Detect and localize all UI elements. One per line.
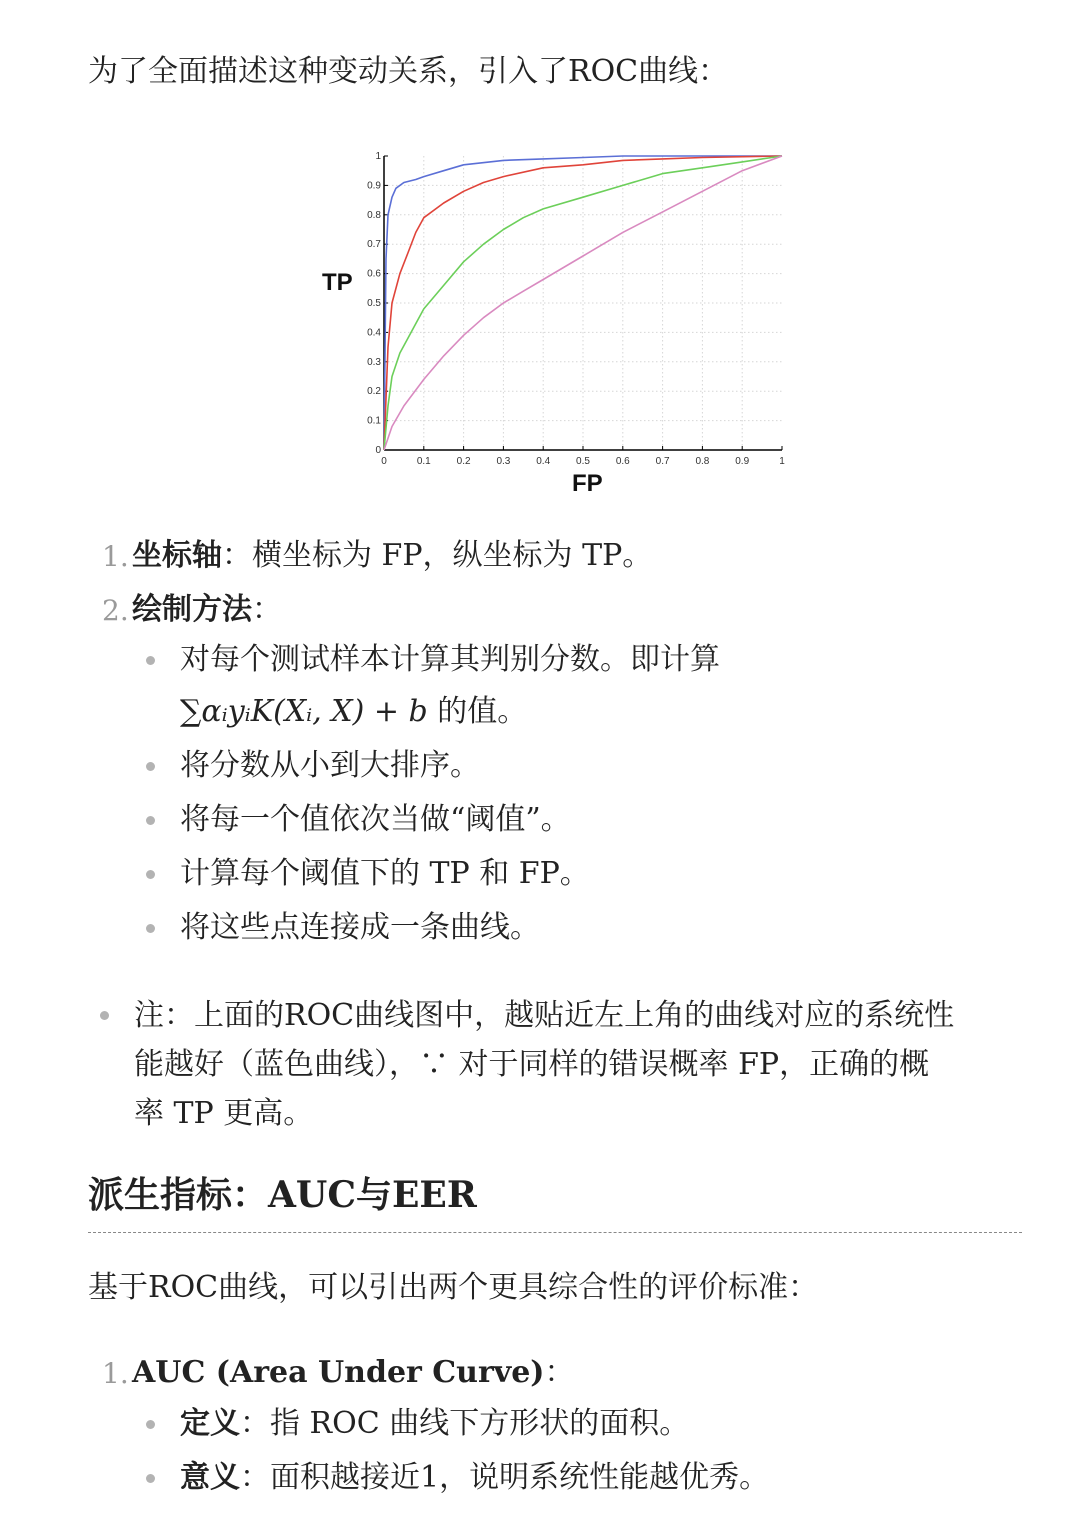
list-item-axes (132, 536, 652, 576)
bullet-dot (100, 1011, 109, 1020)
list-item-method (132, 590, 282, 630)
bullet-dot (146, 656, 155, 665)
section-intro: 基于ROC曲线，可以引出两个更具综合性的评价标准： (88, 1270, 819, 1305)
y-tick-label: 0.5 (367, 298, 381, 309)
y-tick-label: 0.7 (367, 239, 381, 251)
note-line: 率 TP 更高。 (134, 1096, 314, 1131)
y-tick-label: 0.6 (367, 268, 381, 280)
x-tick-label: 0.4 (536, 456, 551, 467)
auc-definition-text: ：指 ROC 曲线下方形状的面积。 (240, 1406, 690, 1441)
section-heading: 派生指标：AUC与EER (88, 1174, 477, 1216)
y-tick-label: 0 (375, 445, 381, 456)
bullet-dot (146, 1474, 155, 1483)
formula-suffix: 的值。 (427, 694, 528, 729)
auc-meaning (180, 1458, 769, 1498)
x-tick-label: 0.3 (496, 456, 511, 467)
y-tick-label: 0.3 (367, 356, 381, 368)
x-tick-label: 0.2 (456, 456, 471, 467)
method-step-3: 将每一个值依次当做“阈值”。 (180, 802, 571, 837)
y-tick-label: 1 (375, 151, 381, 162)
x-tick-label: 0.7 (655, 456, 670, 467)
method-step-4: 计算每个阈值下的 TP 和 FP。 (180, 856, 590, 891)
y-tick-label: 0.2 (367, 386, 381, 398)
x-tick-label: 0 (381, 456, 387, 467)
auc-meaning-text: ：面积越接近1，说明系统性能越优秀。 (240, 1460, 770, 1495)
y-tick-label: 0.9 (367, 180, 381, 192)
auc-definition (180, 1404, 689, 1444)
auc-meaning-label: 意义 (180, 1460, 240, 1495)
list-item-auc (132, 1353, 575, 1393)
y-axis-title: TP (322, 269, 353, 296)
x-tick-label: 0.9 (735, 456, 750, 467)
list-number: 2. (102, 594, 129, 627)
method-step-2: 将分数从小到大排序。 (180, 748, 480, 783)
y-tick-label: 0.1 (367, 415, 381, 427)
x-tick-label: 0.1 (416, 456, 431, 467)
list-text: ：横坐标为 FP，纵坐标为 TP。 (222, 538, 653, 573)
section-divider (88, 1232, 1022, 1233)
list-label: 绘制方法 (132, 592, 252, 627)
method-step-1: 对每个测试样本计算其判别分数。即计算 (180, 642, 720, 677)
note-line: 注：上面的ROC曲线图中，越贴近左上角的曲线对应的系统性 (134, 998, 955, 1033)
bullet-dot (146, 1420, 155, 1429)
bullet-dot (146, 870, 155, 879)
list-label: AUC (Area Under Curve) (132, 1355, 545, 1390)
y-tick-label: 0.4 (367, 327, 381, 339)
auc-definition-label: 定义 (180, 1406, 240, 1441)
chart-grid (384, 156, 782, 450)
roc-chart (318, 148, 798, 498)
bullet-dot (146, 816, 155, 825)
note-block (134, 991, 1034, 1138)
method-step-5: 将这些点连接成一条曲线。 (180, 910, 540, 945)
list-text: ： (544, 1355, 575, 1390)
list-label: 坐标轴 (132, 538, 222, 573)
bullet-dot (146, 762, 155, 771)
y-tick-label: 0.8 (367, 209, 381, 221)
list-number: 1. (102, 1357, 129, 1390)
bullet-dot (146, 924, 155, 933)
x-axis-title: FP (572, 470, 603, 497)
list-text: ： (252, 592, 282, 627)
score-formula: ∑αᵢyᵢK(Xᵢ, X) + b (180, 694, 428, 729)
intro-text: 为了全面描述这种变动关系，引入了ROC曲线： (88, 54, 729, 89)
x-tick-label: 0.6 (615, 456, 630, 467)
list-number: 1. (102, 540, 129, 573)
x-tick-label: 1 (779, 456, 785, 467)
x-tick-label: 0.8 (695, 456, 710, 467)
note-line: 能越好（蓝色曲线），∵ 对于同样的错误概率 FP，正确的概 (134, 1047, 930, 1082)
x-tick-label: 0.5 (576, 456, 590, 467)
method-step-1-formula-line (180, 692, 527, 732)
